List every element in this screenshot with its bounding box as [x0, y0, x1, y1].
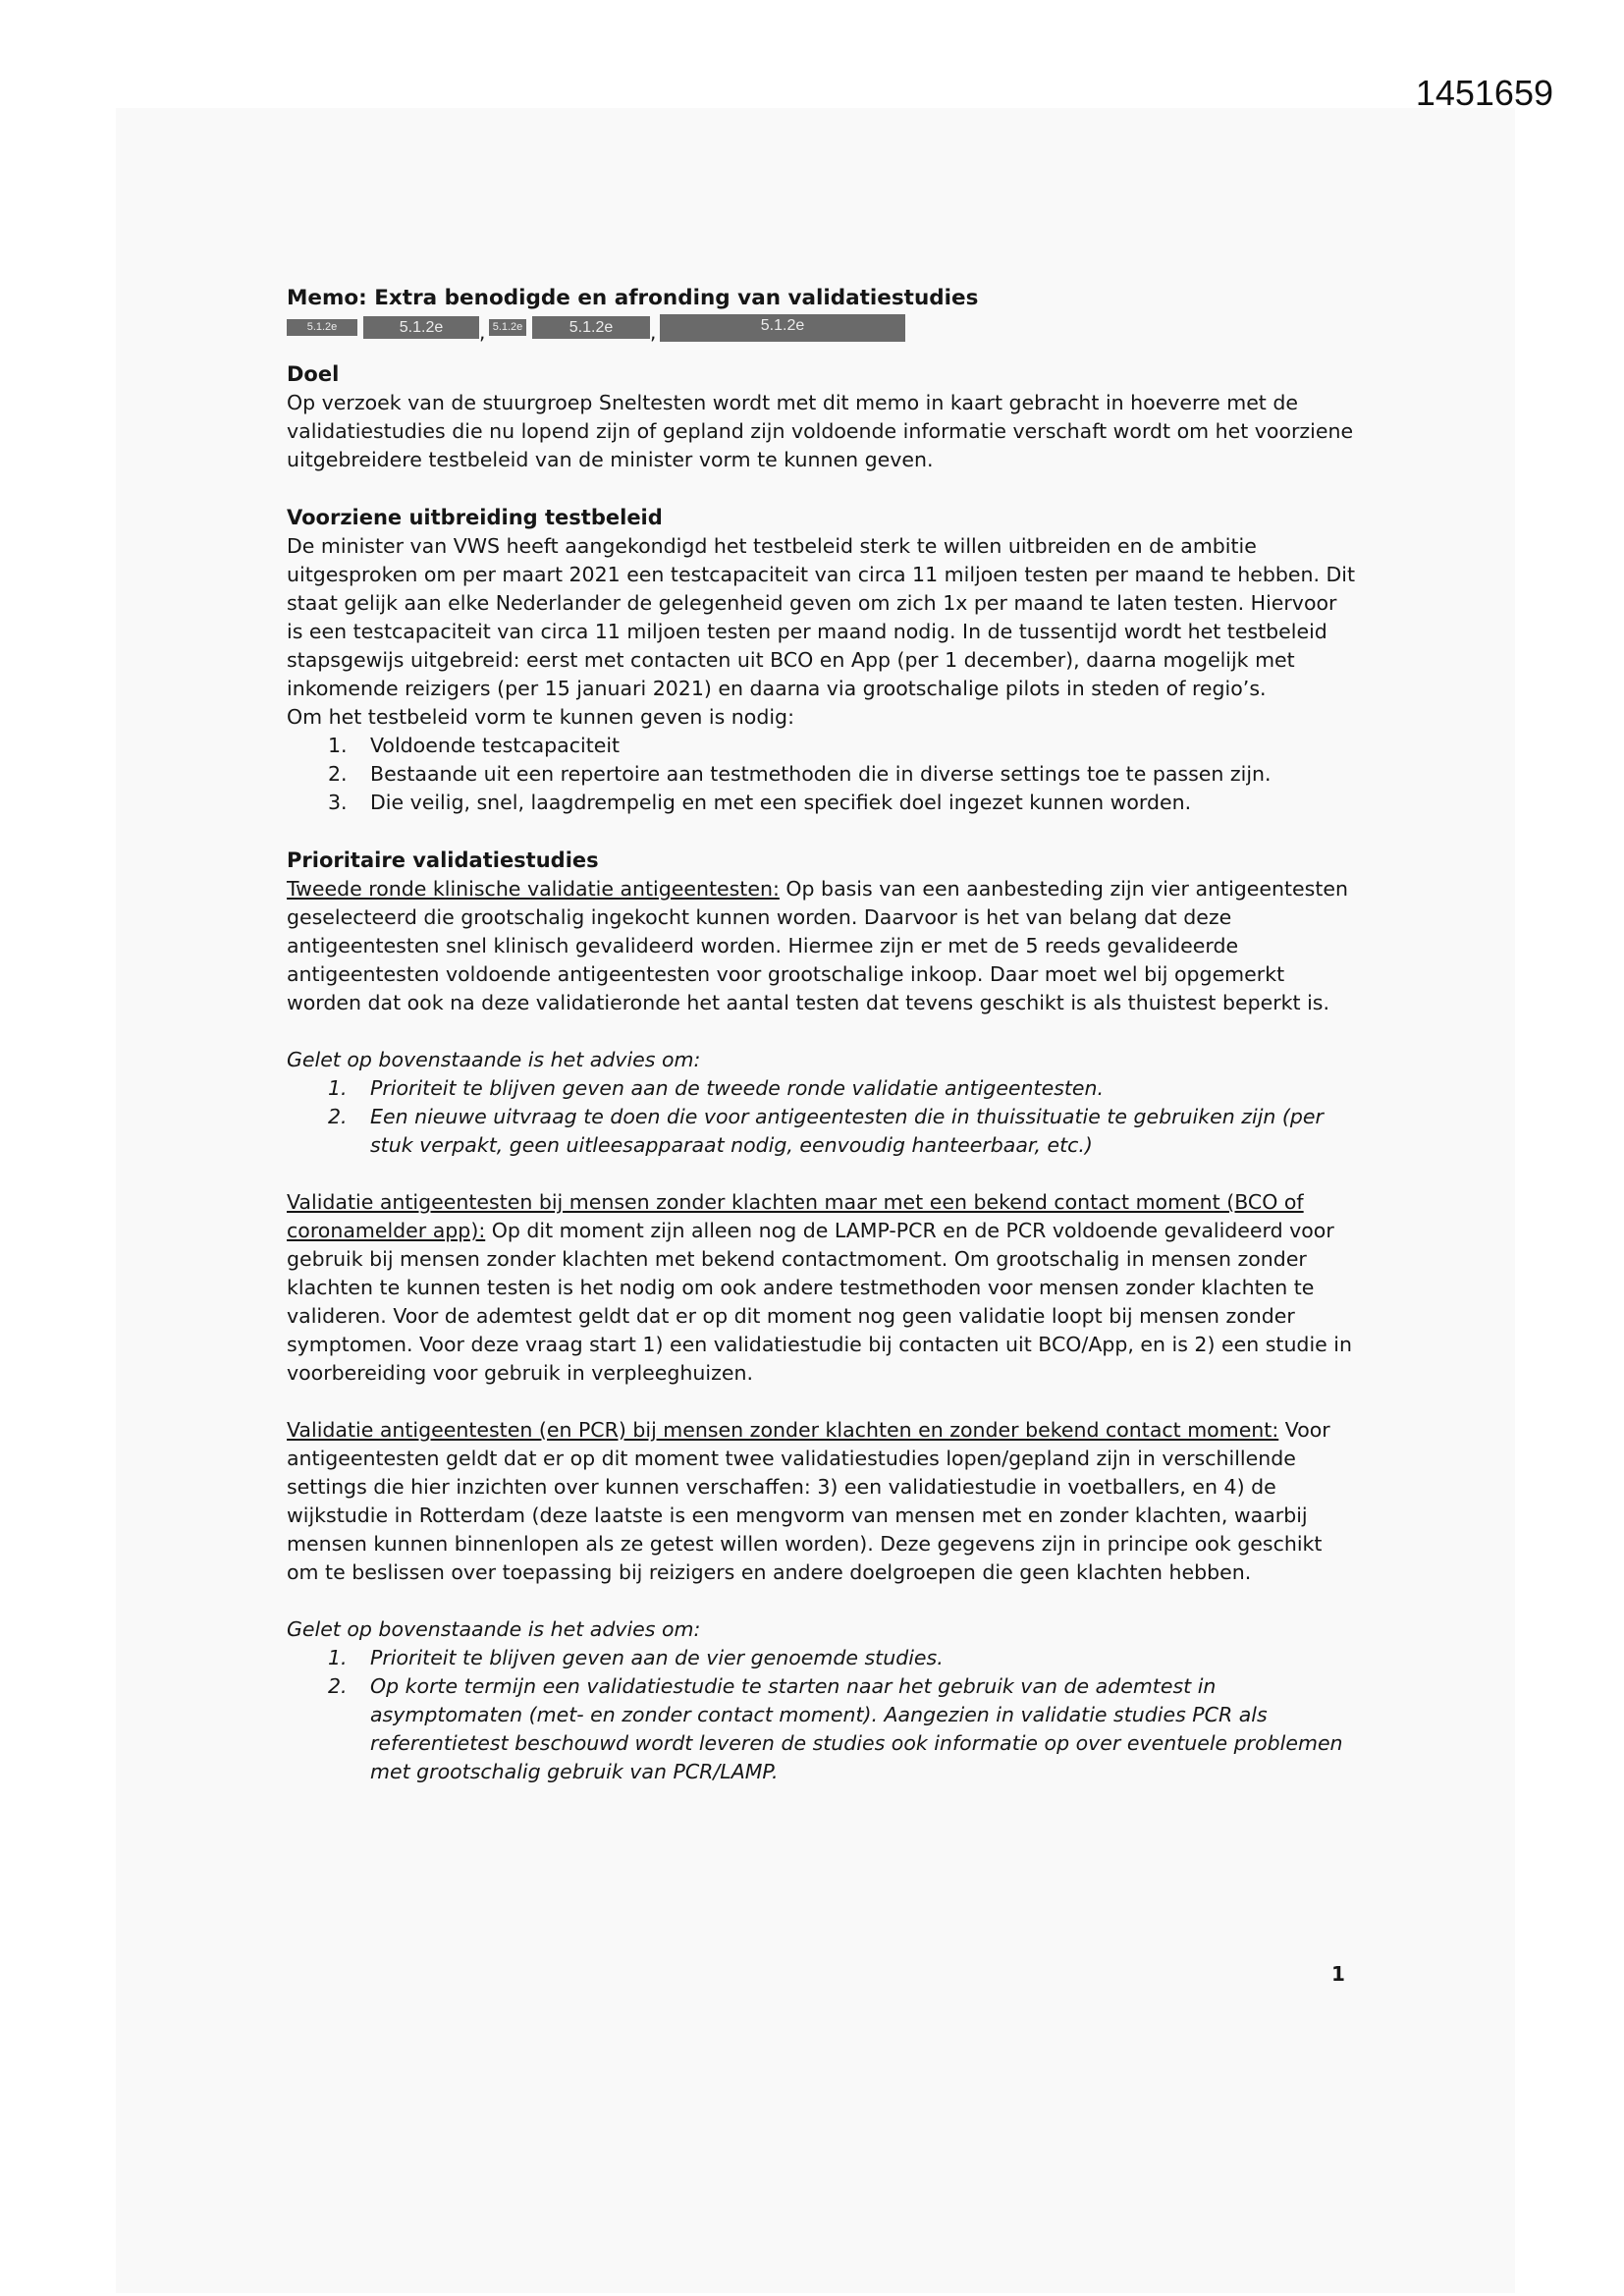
- memo-title: Memo: Extra benodigde en afronding van validatiestudies: [287, 286, 979, 310]
- paragraph-label: Validatie antigeentesten bij mensen zonder klachten maar met een bekend contact moment (BCO of coronamelder app):: [287, 1190, 1304, 1242]
- section-heading-doel: Doel: [287, 362, 340, 386]
- section-heading-prioritair: Prioritaire validatiestudies: [287, 848, 599, 872]
- paragraph-label: Tweede ronde klinische validatie antigeentesten:: [287, 877, 780, 901]
- uitbreiding-list-intro: Om het testbeleid vorm te kunnen geven is nodig:: [287, 705, 794, 729]
- list-item: 2. Een nieuwe uitvraag te doen die voor antigeentesten die in thuissituatie te gebruiken zijn (per stuk verpakt, geen uitleesapparaat nodig, eenvoudig hanteerbaar, etc.): [328, 1105, 1324, 1157]
- list-item: 2. Bestaande uit een repertoire aan testmethoden die in diverse settings toe te passen zijn.: [328, 762, 1272, 786]
- redaction-box: 5.1.2e: [287, 319, 357, 336]
- uitbreiding-paragraph: De minister van VWS heeft aangekondigd het testbeleid sterk te willen uitbreiden en de ambitie uitgesproken om per maart 2021 een testcapaciteit van circa 11 miljoen testen per maand te hebben. Dit staat gelijk aan elke Nederlander de gelegenheid geven om zich 1x per maand te laten testen. Hiervoor is een testcapaciteit van circa 11 miljoen testen per maand nodig. In de tussentijd wordt het testbeleid stapsgewijs uitgebreid: eerst met contacten uit BCO en App (per 1 december), daarna mogelijk met inkomende reizigers (per 15 januari 2021) en daarna via grootschalige pilots in steden of regio’s.: [287, 534, 1356, 700]
- list-item: 1. Prioriteit te blijven geven aan de vier genoemde studies.: [328, 1646, 944, 1669]
- list-item: 2. Op korte termijn een validatiestudie te starten naar het gebruik van de ademtest in asymptomaten (met- en zonder contact moment). Aangezien in validatie studies PCR als referentietest beschouwd wordt leveren de studies ook informatie op over eventuele problemen met grootschalig gebruik van PCR/LAMP.: [328, 1674, 1343, 1783]
- redaction-separator: ,: [650, 320, 657, 344]
- memo-body: [287, 285, 1357, 1786]
- requirements-list: [287, 732, 1357, 817]
- redaction-box: 5.1.2e: [489, 319, 526, 336]
- redaction-box: 5.1.2e: [660, 314, 905, 342]
- section-heading-uitbreiding: Voorziene uitbreiding testbeleid: [287, 506, 663, 529]
- doel-paragraph: Op verzoek van de stuurgroep Sneltesten wordt met dit memo in kaart gebracht in hoeverre met de validatiestudies die nu lopend zijn of gepland zijn voldoende informatie verschaft wordt om het voorziene uitgebreidere testbeleid van de minister vorm te kunnen geven.: [287, 391, 1354, 471]
- bekend-contact-paragraph: Validatie antigeentesten bij mensen zonder klachten maar met een bekend contact moment (BCO of coronamelder app): Op dit moment zijn alleen nog de LAMP-PCR en de PCR voldoende gevalideerd voor gebruik bij mensen zonder klachten met bekend contactmoment. Om grootschalig in mensen zonder klachten te kunnen testen is het nodig om ook andere testmethoden voor mensen zonder klachten te valideren. Voor de ademtest geldt dat er op dit moment nog geen validatie loopt bij mensen zonder symptomen. Voor deze vraag start 1) een validatiestudie bij contacten uit BCO/App, en is 2) een studie in voorbereiding voor gebruik in verpleeghuizen.: [287, 1190, 1352, 1385]
- redaction-box: 5.1.2e: [363, 316, 479, 339]
- redaction-separator: ,: [479, 320, 486, 344]
- list-item: 1. Voldoende testcapaciteit: [328, 734, 621, 757]
- list-item: 1. Prioriteit te blijven geven aan de tweede ronde validatie antigeentesten.: [328, 1076, 1105, 1100]
- advies-list: [287, 1644, 1357, 1786]
- zonder-contact-paragraph: Validatie antigeentesten (en PCR) bij mensen zonder klachten en zonder bekend contact moment: Voor antigeentesten geldt dat er op dit moment twee validatiestudies lopen/gepland zijn in verschillende settings die hier inzichten over kunnen verschaffen: 3) een validatiestudie in voetballers, en 4) de wijkstudie in Rotterdam (deze laatste is een mengvorm van mensen met en zonder klachten, waarbij mensen kunnen binnenlopen als ze getest willen worden). Deze gegevens zijn in principe ook geschikt om te beslissen over toepassing bij reizigers en andere doelgroepen die geen klachten hebben.: [287, 1418, 1330, 1584]
- advies-list: [287, 1074, 1357, 1160]
- redacted-authors: [287, 312, 1357, 346]
- paragraph-label: Validatie antigeentesten (en PCR) bij mensen zonder klachten en zonder bekend contact moment:: [287, 1418, 1279, 1442]
- page-number: 1: [1331, 1962, 1345, 1986]
- document-id: 1451659: [1415, 73, 1553, 113]
- list-item: 3. Die veilig, snel, laagdrempelig en met een specifiek doel ingezet kunnen worden.: [328, 791, 1192, 814]
- advies-intro: Gelet op bovenstaande is het advies om:: [287, 1617, 701, 1641]
- advies-intro: Gelet op bovenstaande is het advies om:: [287, 1048, 701, 1071]
- redaction-box: 5.1.2e: [532, 316, 650, 339]
- tweede-ronde-paragraph: Tweede ronde klinische validatie antigeentesten: Op basis van een aanbesteding zijn vier antigeentesten geselecteerd die grootschalig ingekocht kunnen worden. Daarvoor is het van belang dat deze antigeentesten snel klinisch gevalideerd worden. Hiermee zijn er met de 5 reeds gevalideerde antigeentesten voldoende antigeentesten voor grootschalige inkoop. Daar moet wel bij opgemerkt worden dat ook na deze validatieronde het aantal testen dat tevens geschikt is als thuistest beperkt is.: [287, 877, 1348, 1014]
